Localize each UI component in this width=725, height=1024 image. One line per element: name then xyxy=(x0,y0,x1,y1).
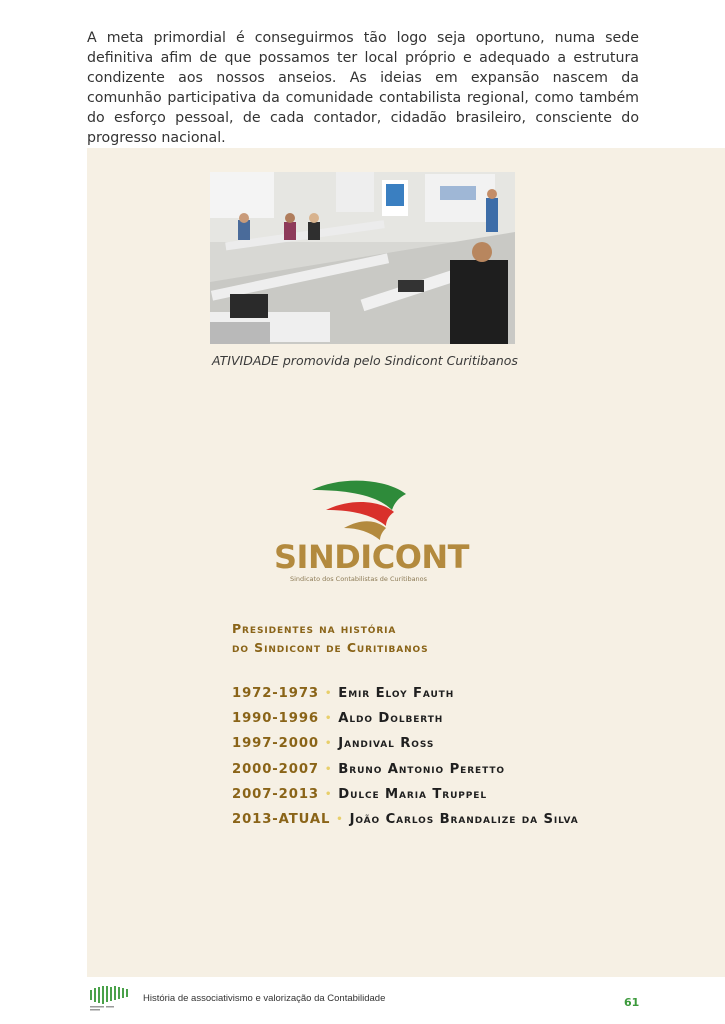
president-entry xyxy=(232,812,579,837)
separator-dot: • xyxy=(324,738,333,750)
presidents-heading-line1: Presidentes na história xyxy=(232,621,397,636)
president-name: Aldo Dolberth xyxy=(338,711,444,727)
president-years: 1997-2000 xyxy=(232,736,319,752)
separator-dot: • xyxy=(324,763,333,775)
president-entry xyxy=(232,736,579,761)
sindicont-logo xyxy=(272,480,469,590)
separator-dot: • xyxy=(336,813,344,825)
separator-dot: • xyxy=(324,688,333,699)
separator-dot: • xyxy=(324,788,333,800)
footer-text: História de associativismo e valorização da Contabilidade xyxy=(143,993,386,1004)
presidents-heading xyxy=(232,619,428,657)
president-name: Jandival Ross xyxy=(338,736,435,752)
president-years: 2007-2013 xyxy=(232,786,319,802)
president-name: João Carlos Brandalize da Silva xyxy=(349,811,579,827)
president-entry xyxy=(232,711,579,736)
president-years: 2013-ATUAL xyxy=(232,811,331,827)
president-years: 1990-1996 xyxy=(232,711,319,727)
sindicont-flag-icon xyxy=(310,480,410,542)
footer-map-logo-icon xyxy=(88,984,130,1014)
separator-dot: • xyxy=(324,713,333,725)
president-entry xyxy=(232,686,579,711)
intro-paragraph: A meta primordial é conseguirmos tão logo seja oportuno, numa sede definitiva afim de que possamos ter local próprio e adequado a estrutura condizente aos nossos anseios. As ideias em expansão nascem da comunhão participativa da comunidade contabilista regional, como também do esforço pessoal, de cada contador, cidadão brasileiro, consciente do progresso nacional. xyxy=(87,30,639,146)
president-name: Bruno Antonio Peretto xyxy=(338,761,505,777)
presidents-heading-line2: do Sindicont de Curitibanos xyxy=(232,640,429,655)
presidents-list xyxy=(232,686,579,837)
president-years: 2000-2007 xyxy=(232,761,319,777)
logo-wordmark: SINDICONT xyxy=(274,538,469,576)
president-entry xyxy=(232,762,579,787)
photo-caption: ATIVIDADE promovida pelo Sindicont Curitibanos xyxy=(212,353,518,368)
president-entry xyxy=(232,787,579,812)
president-years: 1972-1973 xyxy=(232,686,319,701)
president-name: Dulce Maria Truppel xyxy=(338,786,487,802)
page-number: 61 xyxy=(624,996,640,1009)
logo-subtitle: Sindicato dos Contabilistas de Curitibanos xyxy=(290,575,428,583)
president-name: Emir Eloy Fauth xyxy=(338,686,455,701)
activity-photo xyxy=(210,172,515,344)
